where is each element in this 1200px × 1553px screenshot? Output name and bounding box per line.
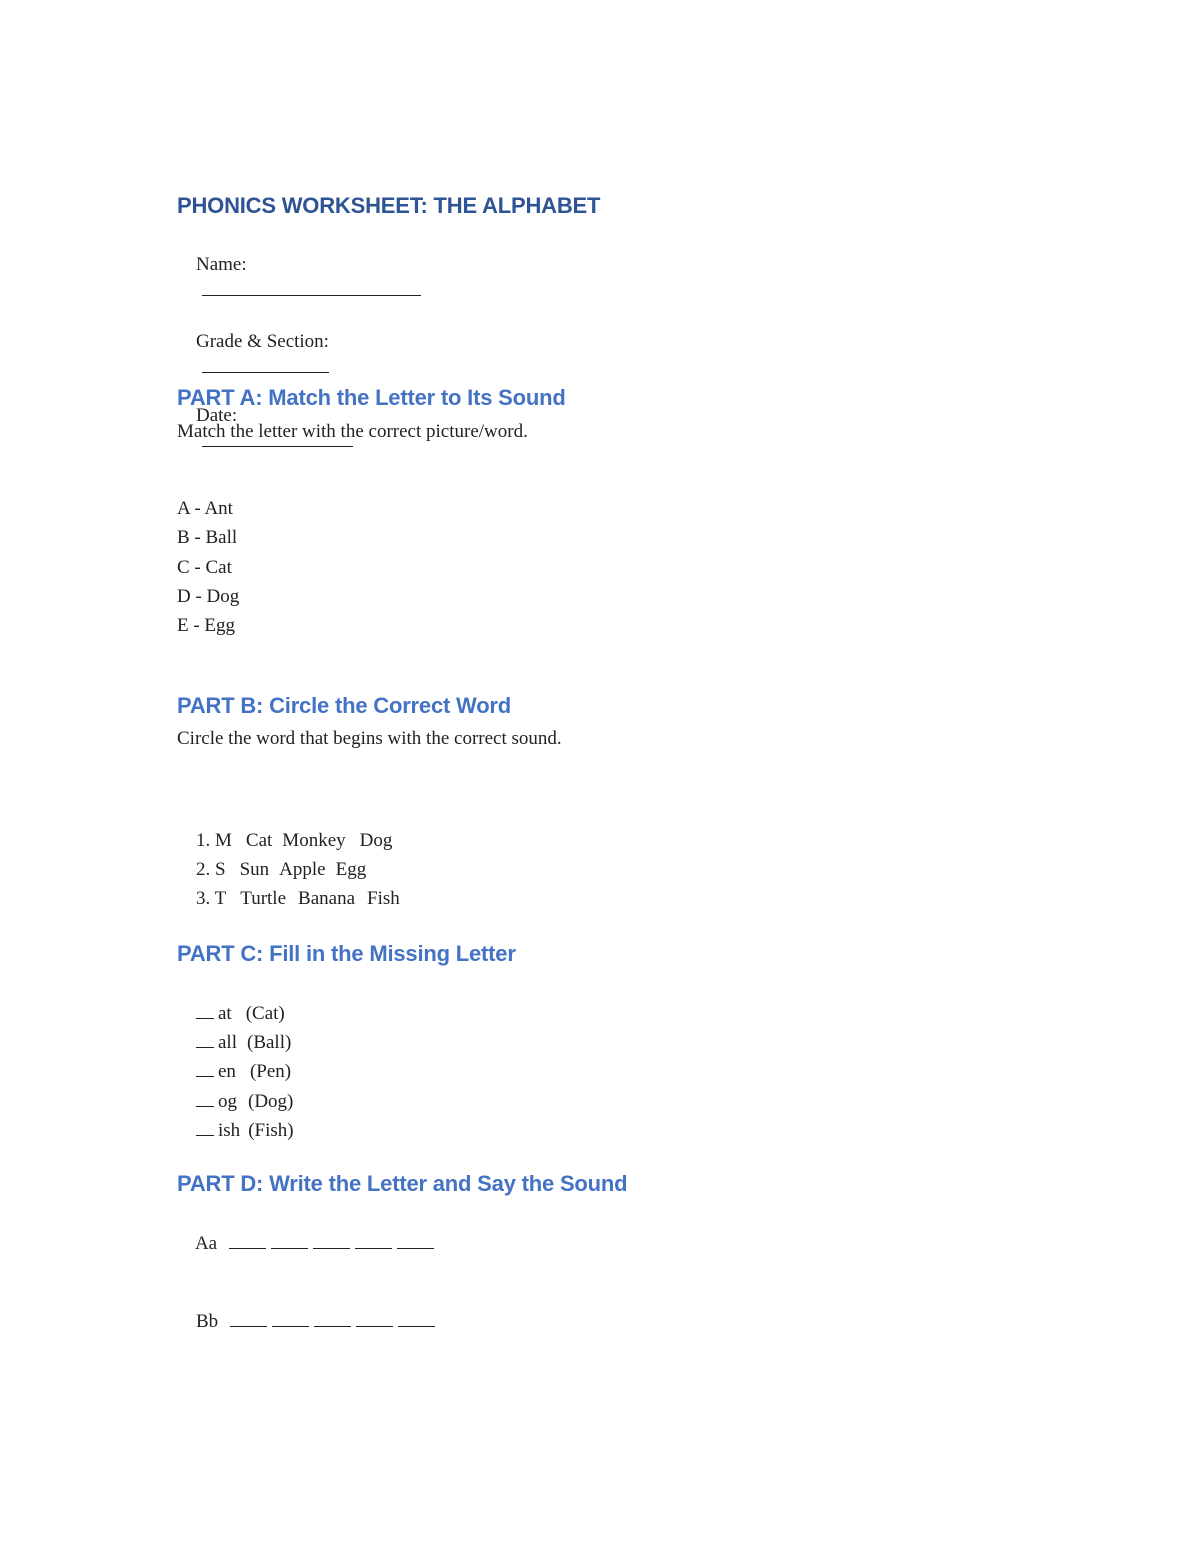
word-hint: (Ball) bbox=[247, 1032, 292, 1053]
part-a-item: A - Ant bbox=[177, 498, 233, 519]
part-b-letter: 2. S bbox=[196, 859, 226, 880]
word-hint: (Dog) bbox=[248, 1091, 294, 1112]
writing-blank[interactable] bbox=[313, 1230, 350, 1249]
worksheet-title: PHONICS WORKSHEET: THE ALPHABET bbox=[177, 193, 601, 218]
name-label: Name: bbox=[196, 254, 247, 275]
word-fragment: all bbox=[218, 1032, 237, 1053]
word-hint: (Pen) bbox=[249, 1061, 292, 1082]
part-b-instruction: Circle the word that begins with the correct sound. bbox=[177, 728, 562, 749]
part-b-heading: PART B: Circle the Correct Word bbox=[177, 693, 512, 718]
word-option[interactable]: Sun bbox=[239, 859, 270, 880]
word-fragment: at bbox=[218, 1003, 232, 1024]
writing-blank[interactable] bbox=[398, 1308, 435, 1327]
word-fragment: og bbox=[218, 1091, 237, 1112]
writing-blank[interactable] bbox=[229, 1230, 266, 1249]
word-option[interactable]: Fish bbox=[367, 888, 400, 909]
grade-label: Grade & Section: bbox=[196, 331, 329, 352]
part-a-heading: PART A: Match the Letter to Its Sound bbox=[177, 385, 566, 410]
name-blank[interactable] bbox=[202, 277, 421, 296]
word-hint: (Cat) bbox=[245, 1003, 285, 1024]
part-b-item bbox=[177, 863, 400, 935]
word-hint: (Fish) bbox=[248, 1120, 294, 1141]
writing-blank[interactable] bbox=[314, 1308, 351, 1327]
writing-blank[interactable] bbox=[272, 1308, 309, 1327]
part-a-item: B - Ball bbox=[177, 527, 238, 548]
part-a-item: E - Egg bbox=[177, 615, 236, 636]
part-d-heading: PART D: Write the Letter and Say the Sound bbox=[177, 1171, 628, 1196]
part-a-instruction: Match the letter with the correct picture/word. bbox=[177, 421, 528, 442]
letter-pair: Aa bbox=[194, 1233, 218, 1254]
part-c-item bbox=[177, 1093, 294, 1167]
word-fragment: en bbox=[218, 1061, 236, 1082]
part-a-item: C - Cat bbox=[177, 557, 232, 578]
part-c-heading: PART C: Fill in the Missing Letter bbox=[177, 941, 516, 966]
part-b-letter: 1. M bbox=[196, 830, 232, 851]
writing-blank[interactable] bbox=[271, 1230, 308, 1249]
word-option[interactable]: Cat bbox=[245, 830, 273, 851]
grade-blank[interactable] bbox=[202, 354, 329, 373]
word-option[interactable]: Monkey bbox=[282, 830, 346, 851]
missing-letter-blank[interactable] bbox=[196, 1117, 214, 1136]
part-d-item bbox=[177, 1206, 439, 1280]
writing-blank[interactable] bbox=[397, 1230, 434, 1249]
word-option[interactable]: Dog bbox=[359, 830, 393, 851]
writing-blank[interactable] bbox=[356, 1308, 393, 1327]
part-b-letter: 3. T bbox=[196, 888, 227, 909]
part-a-item: D - Dog bbox=[177, 586, 240, 607]
word-option[interactable]: Banana bbox=[298, 888, 356, 909]
word-fragment: ish bbox=[218, 1120, 241, 1141]
word-option[interactable]: Turtle bbox=[240, 888, 287, 909]
date-label: Date: bbox=[196, 405, 238, 426]
word-option[interactable]: Apple bbox=[279, 859, 326, 880]
letter-pair: Bb bbox=[196, 1311, 219, 1332]
word-option[interactable]: Egg bbox=[335, 859, 367, 880]
part-d-item bbox=[177, 1284, 440, 1358]
writing-blank[interactable] bbox=[230, 1308, 267, 1327]
writing-blank[interactable] bbox=[355, 1230, 392, 1249]
